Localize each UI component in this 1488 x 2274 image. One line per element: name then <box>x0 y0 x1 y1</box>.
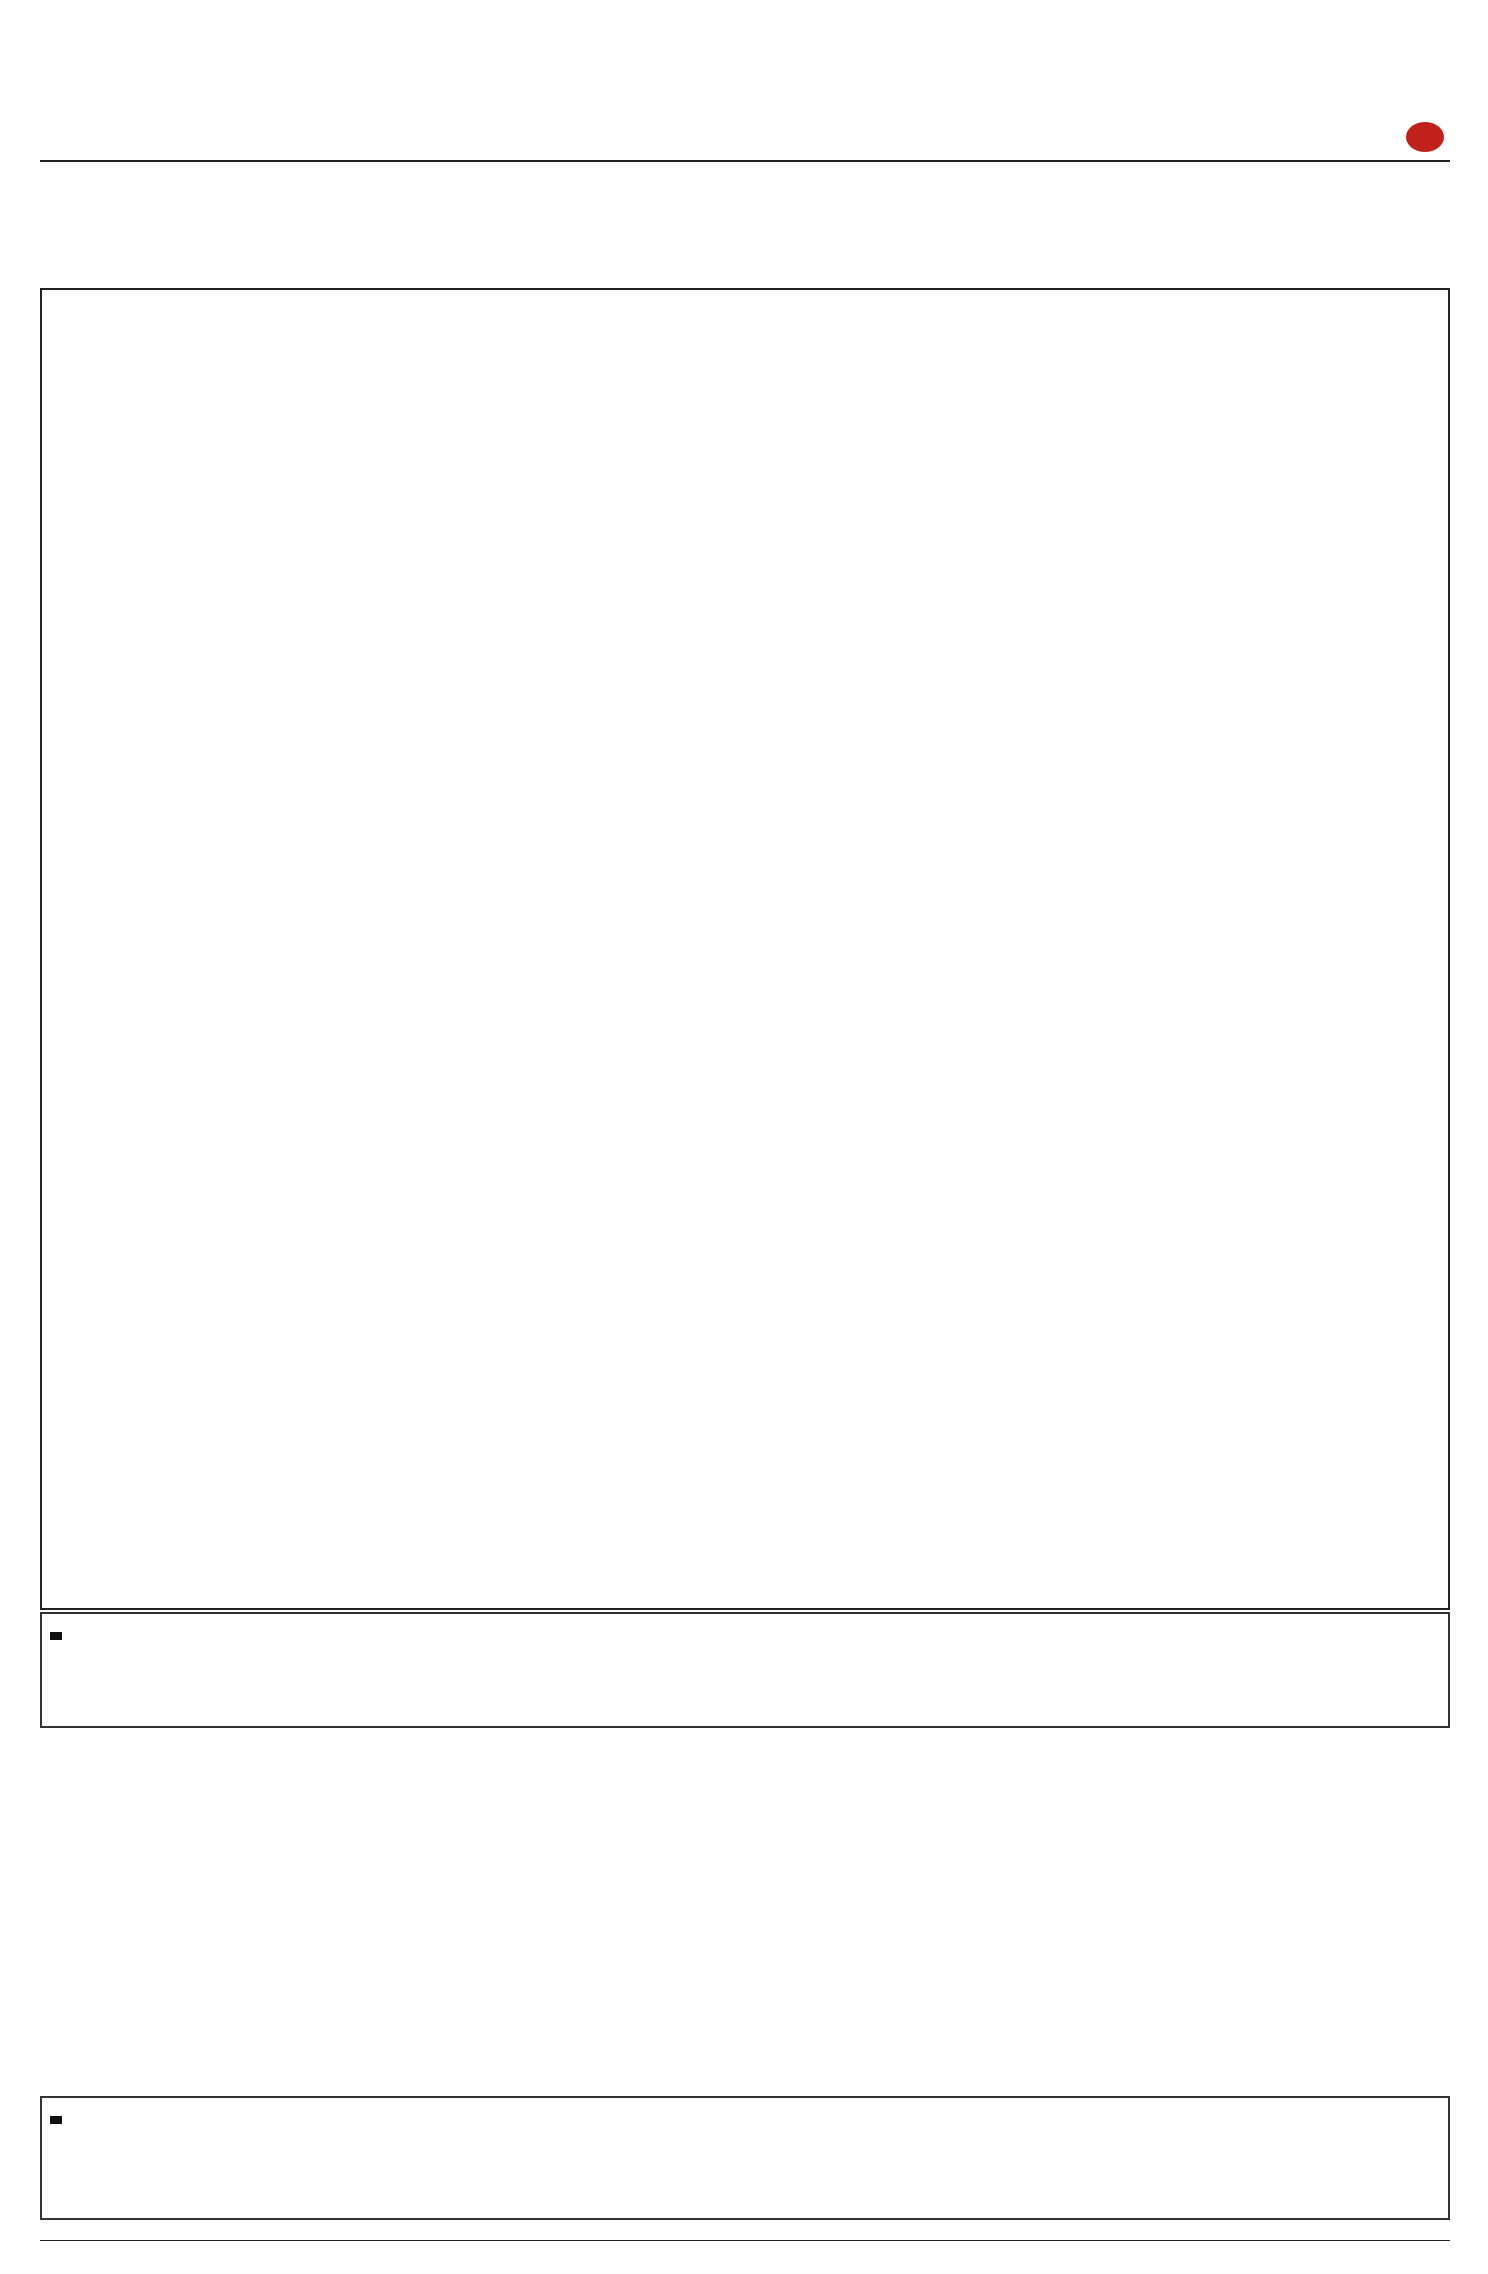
page-footer <box>0 2248 1488 2263</box>
comment-tag-2 <box>50 2116 62 2124</box>
distribution-table <box>40 288 1450 1610</box>
comment-tag-1 <box>50 1632 62 1640</box>
comment-box-2 <box>40 2096 1450 2220</box>
sum-value-chart <box>80 1806 1460 2106</box>
comment-box-1 <box>40 1612 1450 1728</box>
page-header <box>40 118 1450 162</box>
footer-rule <box>40 2240 1450 2241</box>
logo-mark-icon <box>1406 122 1444 152</box>
publication-logo <box>1406 118 1450 153</box>
